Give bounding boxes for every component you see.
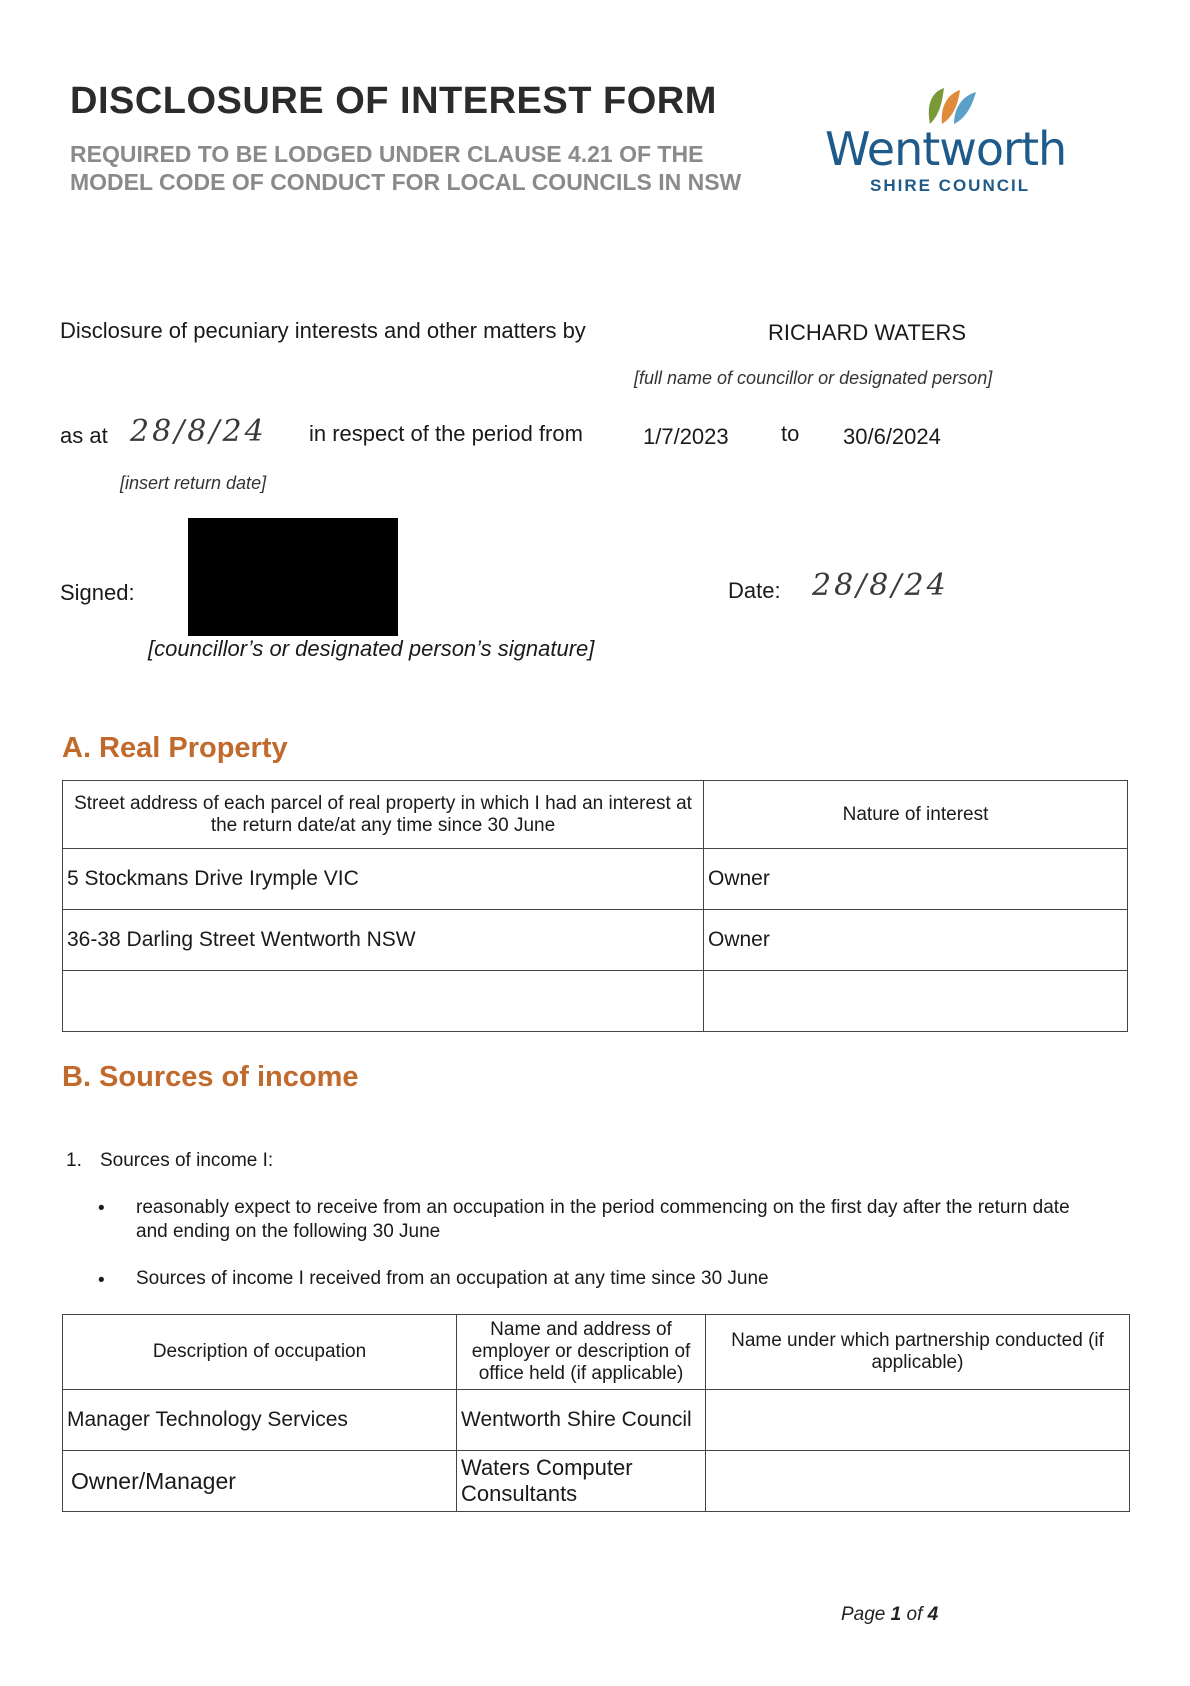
signed-label: Signed: bbox=[60, 580, 135, 605]
logo-wordmark: Wentworth bbox=[825, 122, 1067, 176]
column-header: Name and address of employer or description of office held (if applicable) bbox=[457, 1315, 706, 1390]
column-header: Street address of each parcel of real property in which I had an interest at the return date/at any time since 30 June bbox=[63, 781, 704, 849]
property-address: 36-38 Darling Street Wentworth NSW bbox=[63, 910, 704, 971]
property-address bbox=[63, 971, 704, 1032]
return-date-handwritten: 28/8/24 bbox=[130, 414, 267, 449]
page-number bbox=[841, 1604, 938, 1626]
form-subtitle: REQUIRED TO BE LODGED UNDER CLAUSE 4.21 OF THE MODEL CODE OF CONDUCT FOR LOCAL COUNCILS IN NSW bbox=[70, 141, 742, 195]
signed-date-handwritten: 28/8/24 bbox=[812, 568, 949, 603]
page-of: of bbox=[906, 1604, 923, 1625]
bullet-text: reasonably expect to receive from an occupation in the period commencing on the first day after the return date and ending on the following 30 June bbox=[136, 1197, 1070, 1242]
partnership-cell bbox=[706, 1451, 1130, 1512]
property-interest: Owner bbox=[704, 849, 1128, 910]
period-from: 1/7/2023 bbox=[643, 424, 729, 449]
declaration-intro: Disclosure of pecuniary interests and other matters by bbox=[60, 318, 586, 343]
property-interest bbox=[704, 971, 1128, 1032]
date-label: Date: bbox=[728, 578, 781, 603]
leaf-icon bbox=[920, 84, 980, 126]
employer-cell: Waters Computer Consultants bbox=[457, 1451, 706, 1512]
to-label: to bbox=[781, 421, 800, 446]
council-logo bbox=[820, 84, 1090, 204]
column-header: Description of occupation bbox=[63, 1315, 457, 1390]
table-row bbox=[63, 1451, 1130, 1512]
occupation-cell: Owner/Manager bbox=[63, 1451, 457, 1512]
list-number: 1. bbox=[66, 1150, 82, 1171]
property-interest: Owner bbox=[704, 910, 1128, 971]
page-word: Page bbox=[841, 1604, 886, 1625]
partnership-cell bbox=[706, 1390, 1130, 1451]
as-at-label: as at bbox=[60, 423, 108, 448]
bullet-icon: • bbox=[98, 1270, 105, 1291]
table-row bbox=[63, 849, 1128, 910]
column-header: Name under which partnership conducted (if applicable) bbox=[706, 1315, 1130, 1390]
signature-hint: [councillor’s or designated person’s signature] bbox=[148, 636, 595, 661]
form-title: DISCLOSURE OF INTEREST FORM bbox=[70, 80, 717, 122]
income-table bbox=[62, 1314, 1130, 1512]
table-row bbox=[63, 1390, 1130, 1451]
page-current: 1 bbox=[890, 1604, 902, 1625]
period-label: in respect of the period from bbox=[309, 421, 583, 446]
employer-cell: Wentworth Shire Council bbox=[457, 1390, 706, 1451]
period-to: 30/6/2024 bbox=[843, 424, 941, 449]
return-date-hint: [insert return date] bbox=[120, 473, 267, 493]
redacted-signature bbox=[188, 518, 398, 636]
property-address: 5 Stockmans Drive Irymple VIC bbox=[63, 849, 704, 910]
real-property-table bbox=[62, 780, 1128, 1032]
list-item-text: Sources of income I: bbox=[100, 1150, 274, 1171]
section-b-heading: B. Sources of income bbox=[62, 1061, 359, 1093]
page-total: 4 bbox=[927, 1604, 939, 1625]
column-header: Nature of interest bbox=[704, 781, 1128, 849]
declarant-name: RICHARD WATERS bbox=[768, 320, 966, 345]
bullet-text: Sources of income I received from an occupation at any time since 30 June bbox=[136, 1268, 769, 1289]
section-a-heading: A. Real Property bbox=[62, 732, 288, 764]
name-hint: [full name of councillor or designated person] bbox=[634, 368, 993, 388]
table-row bbox=[63, 910, 1128, 971]
bullet-icon: • bbox=[98, 1198, 105, 1219]
table-row bbox=[63, 971, 1128, 1032]
logo-subtitle: SHIRE COUNCIL bbox=[870, 176, 1031, 195]
occupation-cell: Manager Technology Services bbox=[63, 1390, 457, 1451]
